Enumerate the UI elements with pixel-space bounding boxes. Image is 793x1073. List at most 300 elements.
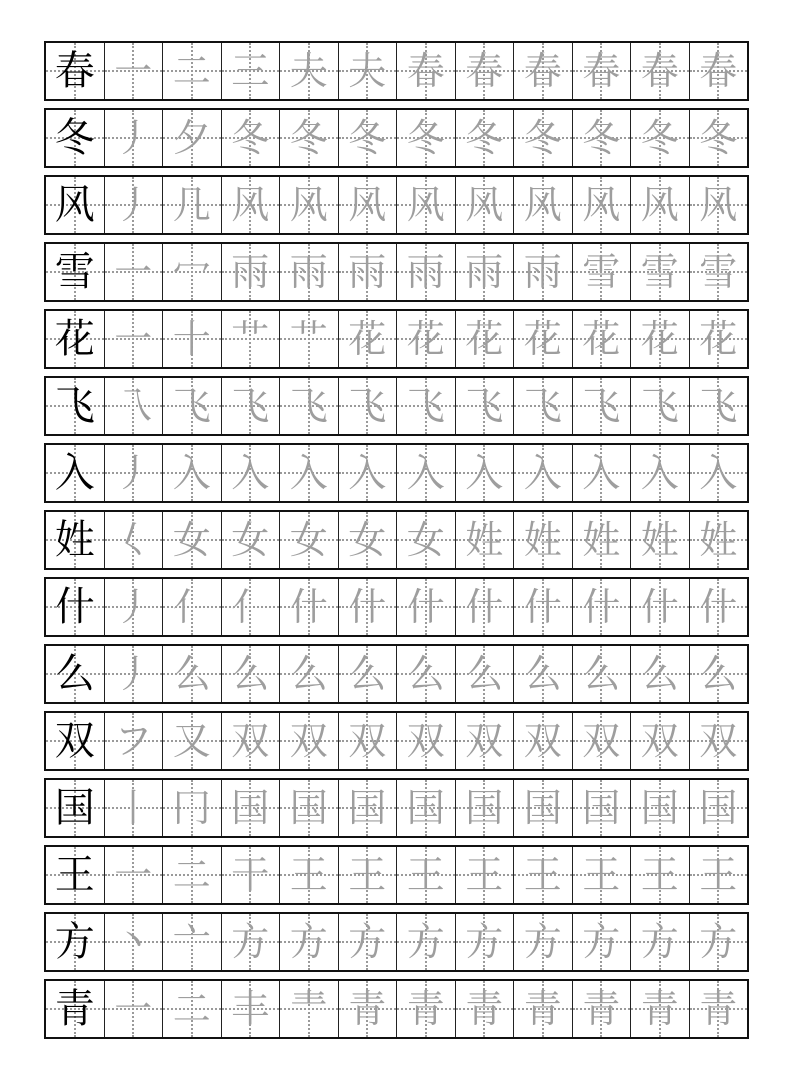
trace-cell xyxy=(513,378,572,434)
trace-cell xyxy=(338,177,397,233)
trace-cell xyxy=(104,713,163,769)
trace-character: 飞 xyxy=(523,384,562,428)
practice-row xyxy=(44,175,749,235)
trace-cell xyxy=(572,445,631,501)
trace-cell xyxy=(630,512,689,568)
trace-character: 青 xyxy=(640,987,679,1031)
trace-cell xyxy=(104,445,163,501)
model-character: 姓 xyxy=(54,517,95,563)
trace-character: 国 xyxy=(523,786,562,830)
trace-character: 什 xyxy=(640,585,679,629)
trace-cell xyxy=(162,512,221,568)
trace-cell xyxy=(513,244,572,300)
trace-character: 么 xyxy=(465,652,504,696)
trace-cell xyxy=(338,579,397,635)
trace-cell xyxy=(221,110,280,166)
model-cell xyxy=(46,579,104,635)
trace-cell xyxy=(513,713,572,769)
trace-cell xyxy=(455,981,514,1037)
model-character: 春 xyxy=(54,48,95,94)
trace-cell xyxy=(279,378,338,434)
trace-character: 姓 xyxy=(699,518,738,562)
model-cell xyxy=(46,445,104,501)
trace-character: 花 xyxy=(640,317,679,361)
trace-cell xyxy=(221,512,280,568)
trace-cell xyxy=(338,780,397,836)
trace-cell xyxy=(162,646,221,702)
trace-character: 丿 xyxy=(114,585,153,629)
trace-cell xyxy=(279,445,338,501)
trace-character: 雪 xyxy=(699,250,738,294)
trace-cell xyxy=(630,110,689,166)
trace-character: 方 xyxy=(523,920,562,964)
trace-cell xyxy=(162,847,221,903)
trace-cell xyxy=(689,177,748,233)
trace-character: 方 xyxy=(465,920,504,964)
trace-cell xyxy=(572,780,631,836)
trace-character: 么 xyxy=(699,652,738,696)
model-cell xyxy=(46,378,104,434)
trace-cell xyxy=(572,579,631,635)
trace-cell xyxy=(572,914,631,970)
trace-cell xyxy=(455,177,514,233)
trace-cell xyxy=(513,579,572,635)
trace-cell xyxy=(455,847,514,903)
trace-cell xyxy=(572,43,631,99)
trace-character: 风 xyxy=(231,183,270,227)
trace-cell xyxy=(162,981,221,1037)
trace-cell xyxy=(221,177,280,233)
trace-cell xyxy=(455,311,514,367)
trace-cell xyxy=(630,847,689,903)
trace-cell xyxy=(279,177,338,233)
trace-character: 冬 xyxy=(582,116,621,160)
model-character: 青 xyxy=(54,986,95,1032)
trace-character: 𡿨 xyxy=(114,518,153,562)
trace-character: 王 xyxy=(640,853,679,897)
trace-cell xyxy=(630,780,689,836)
trace-cell xyxy=(104,780,163,836)
trace-character: 冖 xyxy=(172,250,211,294)
trace-character: 一 xyxy=(114,250,153,294)
trace-cell xyxy=(162,110,221,166)
trace-character: 春 xyxy=(406,49,445,93)
trace-cell xyxy=(630,579,689,635)
trace-character: 冬 xyxy=(523,116,562,160)
trace-character: 十 xyxy=(172,317,211,361)
trace-cell xyxy=(513,110,572,166)
trace-cell xyxy=(630,445,689,501)
practice-row xyxy=(44,644,749,704)
trace-cell xyxy=(396,847,455,903)
trace-character: 么 xyxy=(582,652,621,696)
trace-cell xyxy=(513,847,572,903)
trace-cell xyxy=(338,713,397,769)
trace-cell xyxy=(689,579,748,635)
trace-character: 双 xyxy=(289,719,328,763)
trace-cell xyxy=(104,579,163,635)
trace-cell xyxy=(221,646,280,702)
trace-character: 王 xyxy=(348,853,387,897)
trace-character: 冬 xyxy=(231,116,270,160)
model-character: 入 xyxy=(54,450,95,496)
trace-character: 女 xyxy=(406,518,445,562)
trace-cell xyxy=(221,43,280,99)
trace-character: 飞 xyxy=(465,384,504,428)
trace-character: 姓 xyxy=(582,518,621,562)
trace-character: 花 xyxy=(699,317,738,361)
trace-character: 飞 xyxy=(348,384,387,428)
trace-character: 么 xyxy=(231,652,270,696)
trace-cell xyxy=(279,512,338,568)
practice-row xyxy=(44,41,749,101)
trace-character: 王 xyxy=(523,853,562,897)
trace-cell xyxy=(513,177,572,233)
trace-character: 冬 xyxy=(406,116,445,160)
trace-cell xyxy=(689,110,748,166)
trace-cell xyxy=(513,445,572,501)
trace-cell xyxy=(630,914,689,970)
trace-character: 几 xyxy=(172,183,211,227)
trace-character: 春 xyxy=(523,49,562,93)
trace-character: 春 xyxy=(582,49,621,93)
trace-cell xyxy=(104,311,163,367)
trace-character: 冬 xyxy=(289,116,328,160)
trace-character: 一 xyxy=(114,853,153,897)
trace-character: 夫 xyxy=(348,49,387,93)
trace-cell xyxy=(396,646,455,702)
trace-character: 夕 xyxy=(172,116,211,160)
trace-character: 一 xyxy=(114,317,153,361)
trace-cell xyxy=(104,914,163,970)
trace-character: 青 xyxy=(523,987,562,1031)
model-character: 冬 xyxy=(54,115,95,161)
trace-character: 双 xyxy=(640,719,679,763)
trace-cell xyxy=(338,512,397,568)
trace-character: 艹 xyxy=(231,317,270,361)
trace-cell xyxy=(104,177,163,233)
trace-character: 冬 xyxy=(699,116,738,160)
trace-cell xyxy=(689,43,748,99)
trace-cell xyxy=(279,244,338,300)
trace-character: 方 xyxy=(699,920,738,964)
trace-cell xyxy=(279,311,338,367)
trace-cell xyxy=(279,713,338,769)
trace-character: 春 xyxy=(640,49,679,93)
trace-character: 青 xyxy=(348,987,387,1031)
trace-character: 花 xyxy=(582,317,621,361)
trace-cell xyxy=(689,512,748,568)
trace-character: 入 xyxy=(348,451,387,495)
trace-character: 王 xyxy=(465,853,504,897)
practice-row xyxy=(44,443,749,503)
trace-cell xyxy=(104,646,163,702)
trace-cell xyxy=(630,713,689,769)
trace-cell xyxy=(338,847,397,903)
trace-cell xyxy=(221,914,280,970)
trace-character: 青 xyxy=(465,987,504,1031)
trace-character: 国 xyxy=(406,786,445,830)
trace-cell xyxy=(396,445,455,501)
trace-cell xyxy=(572,110,631,166)
trace-cell xyxy=(338,43,397,99)
practice-row xyxy=(44,242,749,302)
trace-character: 国 xyxy=(582,786,621,830)
model-character: 王 xyxy=(54,852,95,898)
trace-character: 双 xyxy=(465,719,504,763)
trace-character: 入 xyxy=(699,451,738,495)
trace-character: 什 xyxy=(348,585,387,629)
trace-character: 雨 xyxy=(289,250,328,294)
trace-cell xyxy=(162,914,221,970)
trace-cell xyxy=(630,378,689,434)
trace-character: 亻 xyxy=(172,585,211,629)
trace-cell xyxy=(572,177,631,233)
practice-row xyxy=(44,510,749,570)
trace-cell xyxy=(689,244,748,300)
trace-cell xyxy=(513,311,572,367)
trace-character: 姓 xyxy=(640,518,679,562)
trace-cell xyxy=(104,981,163,1037)
trace-cell xyxy=(162,244,221,300)
trace-character: 丿 xyxy=(114,116,153,160)
trace-character: 国 xyxy=(640,786,679,830)
trace-cell xyxy=(162,378,221,434)
trace-cell xyxy=(513,43,572,99)
trace-character: 女 xyxy=(289,518,328,562)
trace-character: 方 xyxy=(640,920,679,964)
model-character: 雪 xyxy=(54,249,95,295)
model-cell xyxy=(46,244,104,300)
trace-cell xyxy=(455,512,514,568)
model-cell xyxy=(46,512,104,568)
trace-cell xyxy=(104,244,163,300)
trace-cell xyxy=(279,646,338,702)
trace-character: 龶 xyxy=(289,987,328,1031)
model-cell xyxy=(46,43,104,99)
trace-character: 么 xyxy=(348,652,387,696)
trace-cell xyxy=(338,445,397,501)
trace-cell xyxy=(455,914,514,970)
trace-character: 亠 xyxy=(172,920,211,964)
trace-character: 入 xyxy=(640,451,679,495)
trace-character: 飞 xyxy=(406,384,445,428)
trace-cell xyxy=(221,311,280,367)
trace-character: 入 xyxy=(523,451,562,495)
trace-cell xyxy=(513,512,572,568)
trace-character: 丰 xyxy=(231,987,270,1031)
trace-cell xyxy=(279,847,338,903)
trace-cell xyxy=(221,713,280,769)
trace-character: 入 xyxy=(172,451,211,495)
trace-character: 双 xyxy=(523,719,562,763)
trace-cell xyxy=(455,646,514,702)
trace-character: 王 xyxy=(582,853,621,897)
model-character: 方 xyxy=(54,919,95,965)
practice-row xyxy=(44,778,749,838)
trace-character: 青 xyxy=(699,987,738,1031)
trace-cell xyxy=(279,43,338,99)
trace-character: 王 xyxy=(406,853,445,897)
trace-cell xyxy=(396,177,455,233)
trace-character: 女 xyxy=(231,518,270,562)
model-character: 双 xyxy=(54,718,95,764)
trace-cell xyxy=(396,244,455,300)
trace-character: 冬 xyxy=(640,116,679,160)
trace-character: 女 xyxy=(348,518,387,562)
trace-cell xyxy=(689,780,748,836)
trace-character: 风 xyxy=(699,183,738,227)
trace-character: 三 xyxy=(231,49,270,93)
model-cell xyxy=(46,177,104,233)
trace-cell xyxy=(396,110,455,166)
trace-cell xyxy=(104,847,163,903)
trace-cell xyxy=(689,445,748,501)
trace-character: 雨 xyxy=(406,250,445,294)
trace-character: 风 xyxy=(348,183,387,227)
trace-character: 方 xyxy=(289,920,328,964)
trace-character: 又 xyxy=(172,719,211,763)
trace-cell xyxy=(689,981,748,1037)
trace-character: 飞 xyxy=(289,384,328,428)
trace-character: 风 xyxy=(640,183,679,227)
trace-character: 国 xyxy=(348,786,387,830)
trace-character: 双 xyxy=(231,719,270,763)
trace-cell xyxy=(162,579,221,635)
trace-cell xyxy=(279,579,338,635)
trace-cell xyxy=(630,43,689,99)
trace-character: 入 xyxy=(465,451,504,495)
trace-cell xyxy=(455,244,514,300)
trace-character: 双 xyxy=(406,719,445,763)
trace-cell xyxy=(104,110,163,166)
trace-character: 么 xyxy=(640,652,679,696)
trace-cell xyxy=(396,43,455,99)
trace-character: 王 xyxy=(289,853,328,897)
trace-cell xyxy=(572,713,631,769)
trace-cell xyxy=(279,110,338,166)
trace-cell xyxy=(630,177,689,233)
trace-cell xyxy=(572,646,631,702)
trace-character: 双 xyxy=(348,719,387,763)
trace-character: 国 xyxy=(289,786,328,830)
trace-character: 花 xyxy=(523,317,562,361)
trace-character: 什 xyxy=(465,585,504,629)
trace-character: 雪 xyxy=(640,250,679,294)
trace-character: 二 xyxy=(172,987,211,1031)
trace-character: 花 xyxy=(348,317,387,361)
trace-character: 丿 xyxy=(114,652,153,696)
trace-character: 么 xyxy=(289,652,328,696)
trace-character: 入 xyxy=(231,451,270,495)
trace-character: 入 xyxy=(406,451,445,495)
model-character: 国 xyxy=(54,785,95,831)
trace-character: 么 xyxy=(172,652,211,696)
trace-cell xyxy=(396,981,455,1037)
trace-cell xyxy=(338,110,397,166)
model-cell xyxy=(46,780,104,836)
trace-character: 方 xyxy=(231,920,270,964)
model-cell xyxy=(46,981,104,1037)
trace-cell xyxy=(630,981,689,1037)
trace-cell xyxy=(162,713,221,769)
trace-character: 女 xyxy=(172,518,211,562)
trace-character: 丿 xyxy=(114,183,153,227)
trace-cell xyxy=(162,445,221,501)
trace-character: 飞 xyxy=(231,384,270,428)
trace-cell xyxy=(104,378,163,434)
trace-cell xyxy=(396,512,455,568)
trace-cell xyxy=(689,646,748,702)
model-character: 花 xyxy=(54,316,95,362)
trace-character: 丨 xyxy=(114,786,153,830)
trace-cell xyxy=(221,445,280,501)
trace-character: 冂 xyxy=(172,786,211,830)
trace-character: 冬 xyxy=(465,116,504,160)
trace-character: 姓 xyxy=(523,518,562,562)
trace-cell xyxy=(279,981,338,1037)
trace-character: 姓 xyxy=(465,518,504,562)
trace-cell xyxy=(396,780,455,836)
trace-character: 飞 xyxy=(640,384,679,428)
trace-cell xyxy=(338,914,397,970)
trace-character: 春 xyxy=(465,49,504,93)
trace-cell xyxy=(396,914,455,970)
practice-sheet xyxy=(44,41,749,1046)
trace-character: 风 xyxy=(523,183,562,227)
model-cell xyxy=(46,110,104,166)
trace-character: 丿 xyxy=(114,451,153,495)
trace-character: 一 xyxy=(114,987,153,1031)
trace-character: 飞 xyxy=(699,384,738,428)
trace-cell xyxy=(455,445,514,501)
trace-cell xyxy=(338,244,397,300)
trace-cell xyxy=(455,713,514,769)
trace-character: 方 xyxy=(406,920,445,964)
trace-character: 雨 xyxy=(231,250,270,294)
trace-cell xyxy=(338,646,397,702)
practice-row xyxy=(44,912,749,972)
model-character: 什 xyxy=(54,584,95,630)
trace-cell xyxy=(689,378,748,434)
practice-row xyxy=(44,309,749,369)
model-cell xyxy=(46,311,104,367)
trace-character: フ xyxy=(114,719,153,763)
trace-cell xyxy=(630,646,689,702)
trace-character: 风 xyxy=(465,183,504,227)
practice-row xyxy=(44,711,749,771)
trace-cell xyxy=(279,914,338,970)
trace-character: 国 xyxy=(699,786,738,830)
trace-character: 什 xyxy=(699,585,738,629)
trace-cell xyxy=(513,780,572,836)
trace-cell xyxy=(221,244,280,300)
trace-character: 双 xyxy=(699,719,738,763)
trace-cell xyxy=(455,378,514,434)
trace-cell xyxy=(689,713,748,769)
trace-character: 什 xyxy=(289,585,328,629)
trace-character: 方 xyxy=(348,920,387,964)
trace-cell xyxy=(455,110,514,166)
practice-row xyxy=(44,376,749,436)
trace-character: 国 xyxy=(465,786,504,830)
trace-character: 春 xyxy=(699,49,738,93)
trace-character: 飞 xyxy=(582,384,621,428)
trace-character: 艹 xyxy=(289,317,328,361)
trace-character: 风 xyxy=(406,183,445,227)
trace-character: 雨 xyxy=(465,250,504,294)
trace-character: 什 xyxy=(406,585,445,629)
